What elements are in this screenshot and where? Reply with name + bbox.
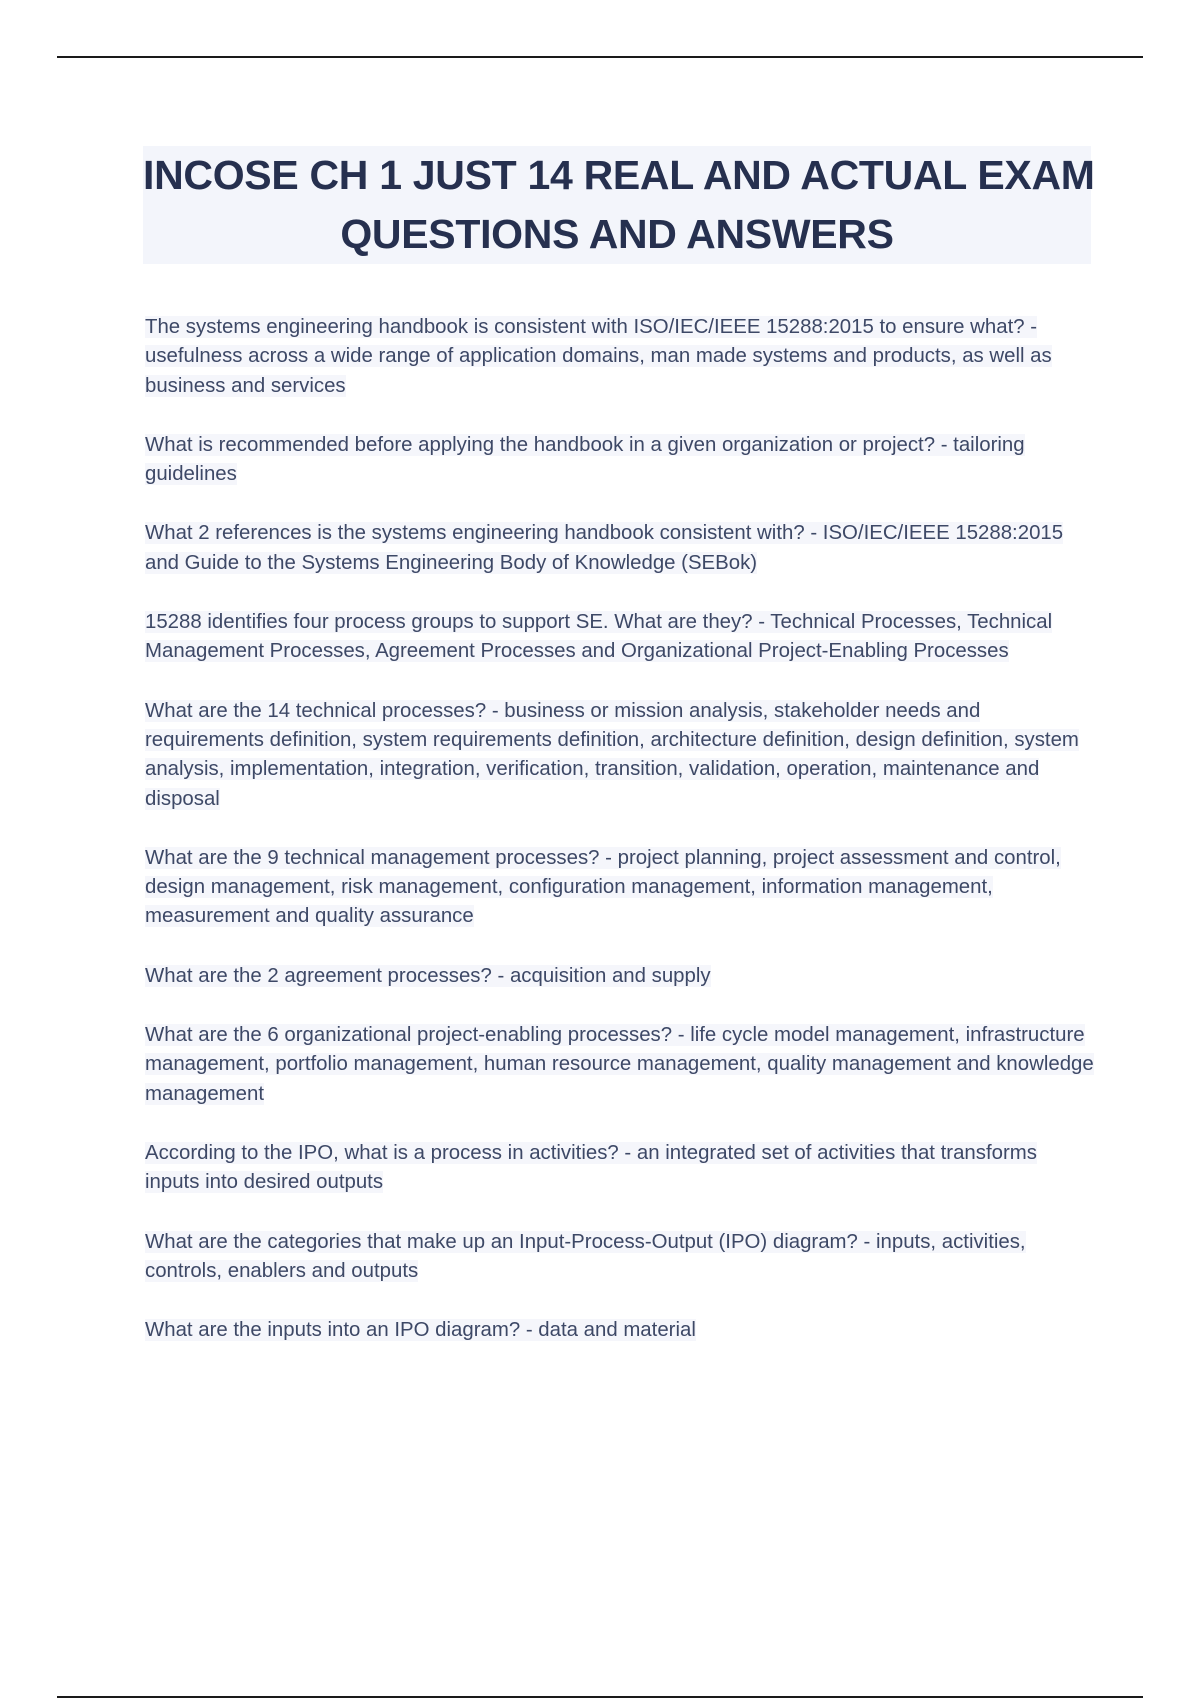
qa-item	[145, 1316, 1095, 1345]
qa-item	[145, 313, 1095, 401]
bottom-rule	[57, 1696, 1143, 1698]
qa-text: What 2 references is the systems engineering handbook consistent with? - ISO/IEC/IEEE 15288:2015 and Guide to the Systems Engineering Body of Knowledge (SEBok)	[145, 522, 1064, 574]
qa-item	[145, 697, 1095, 814]
qa-text: What are the inputs into an IPO diagram? - data and material	[145, 1319, 696, 1342]
top-rule	[57, 56, 1143, 58]
qa-item	[145, 962, 1095, 991]
qa-item	[145, 1021, 1095, 1109]
qa-text: What are the categories that make up an Input-Process-Output (IPO) diagram? - inputs, activities, controls, enablers and outputs	[145, 1230, 1026, 1282]
qa-item	[145, 1139, 1095, 1198]
qa-item	[145, 1228, 1095, 1287]
qa-item	[145, 608, 1095, 667]
qa-text: What are the 6 organizational project-enabling processes? - life cycle model management, infrastructure management, portfolio management, human resource management, quality management and knowledge management	[145, 1024, 1094, 1105]
qa-list	[145, 313, 1095, 1345]
qa-text: 15288 identifies four process groups to support SE. What are they? - Technical Processes, Technical Management Processes, Agreement Processes and Organizational Project-Enabling Processes	[145, 611, 1053, 663]
title-line-2: QUESTIONS AND ANSWERS	[340, 211, 894, 257]
qa-item	[145, 431, 1095, 490]
qa-item	[145, 844, 1095, 932]
document-title	[143, 146, 1095, 264]
qa-text: What are the 14 technical processes? - business or mission analysis, stakeholder needs and requirements definition, system requirements definition, architecture definition, design definition, system analysis, implementation, integration, verification, transition, validation, operation, maintenance and disposal	[145, 699, 1079, 810]
qa-text: What are the 9 technical management processes? - project planning, project assessment and control, design management, risk management, configuration management, information management, measurement and quality assurance	[145, 846, 1061, 928]
title-line-1: INCOSE CH 1 JUST 14 REAL AND ACTUAL EXAM	[143, 152, 1095, 198]
qa-text: What is recommended before applying the handbook in a given organization or project? - tailoring guidelines	[145, 433, 1025, 486]
qa-item	[145, 519, 1095, 578]
qa-text: What are the 2 agreement processes? - acquisition and supply	[145, 964, 711, 987]
qa-text: The systems engineering handbook is consistent with ISO/IEC/IEEE 15288:2015 to ensure what? - usefulness across a wide range of application domains, man made systems and products, as well as business and services	[145, 316, 1052, 397]
qa-text: According to the IPO, what is a process in activities? - an integrated set of activities that transforms inputs into desired outputs	[145, 1141, 1037, 1194]
